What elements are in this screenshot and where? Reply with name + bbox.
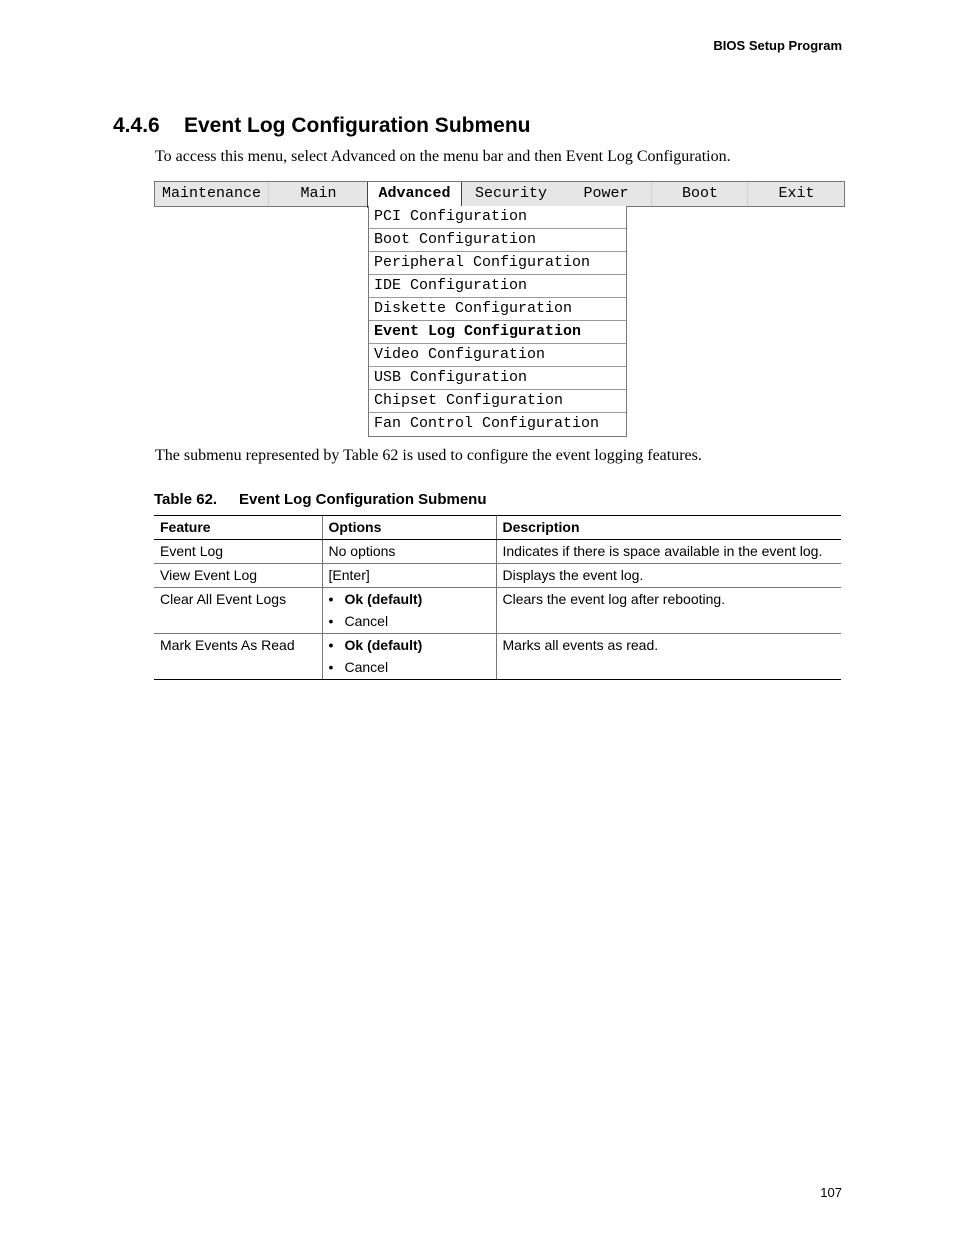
option-label: Cancel xyxy=(344,659,389,675)
event-log-table xyxy=(154,515,841,680)
description-cell: Indicates if there is space available in the event log. xyxy=(496,540,841,564)
options-cell xyxy=(322,588,496,634)
section-title: Event Log Configuration Submenu xyxy=(184,114,531,137)
bullet-icon: • xyxy=(328,659,334,675)
option-item xyxy=(329,637,490,659)
menu-boot[interactable]: Boot xyxy=(651,182,748,206)
intro-paragraph: To access this menu, select Advanced on the menu bar and then Event Log Configuration. xyxy=(155,148,731,165)
feature-cell: View Event Log xyxy=(154,564,322,588)
menu-main[interactable]: Main xyxy=(268,182,368,206)
feature-cell: Mark Events As Read xyxy=(154,634,322,680)
section-heading xyxy=(113,114,530,138)
options-list xyxy=(329,637,490,676)
submenu-item-event-log[interactable]: Event Log Configuration xyxy=(369,321,626,344)
page-number: 107 xyxy=(820,1185,842,1200)
bullet-icon: • xyxy=(328,613,334,629)
submenu-item-ide[interactable]: IDE Configuration xyxy=(369,275,626,298)
menu-power[interactable]: Power xyxy=(583,185,629,202)
header-options: Options xyxy=(322,516,496,540)
table-header-row xyxy=(154,516,841,540)
description-cell: Displays the event log. xyxy=(496,564,841,588)
menu-security[interactable]: Security xyxy=(474,185,547,202)
menu-exit[interactable]: Exit xyxy=(747,182,845,206)
options-list xyxy=(329,591,490,630)
menu-maintenance[interactable]: Maintenance xyxy=(161,185,262,202)
bullet-icon: • xyxy=(328,637,334,653)
bios-menu-bar xyxy=(154,181,845,207)
submenu-item-peripheral[interactable]: Peripheral Configuration xyxy=(369,252,626,275)
advanced-submenu xyxy=(368,206,627,437)
table-caption-label: Table 62. xyxy=(154,491,218,508)
running-header: BIOS Setup Program xyxy=(713,38,842,53)
option-label: Ok (default) xyxy=(344,637,423,653)
table-caption xyxy=(154,491,487,508)
bullet-icon: • xyxy=(328,591,334,607)
options-cell xyxy=(322,634,496,680)
table-row xyxy=(154,540,841,564)
menu-advanced[interactable]: Advanced xyxy=(367,182,462,208)
option-item xyxy=(329,591,490,613)
option-item xyxy=(329,613,490,630)
feature-cell: Event Log xyxy=(154,540,322,564)
table-row xyxy=(154,634,841,680)
option-label: Cancel xyxy=(344,613,389,629)
table-caption-title: Event Log Configuration Submenu xyxy=(239,491,487,508)
submenu-item-fan-control[interactable]: Fan Control Configuration xyxy=(374,415,600,432)
submenu-item-pci[interactable]: PCI Configuration xyxy=(369,206,626,229)
feature-cell: Clear All Event Logs xyxy=(154,588,322,634)
options-cell: [Enter] xyxy=(322,564,496,588)
description-cell: Clears the event log after rebooting. xyxy=(496,588,841,634)
submenu-item-boot[interactable]: Boot Configuration xyxy=(369,229,626,252)
option-item xyxy=(329,659,490,676)
submenu-item-chipset[interactable]: Chipset Configuration xyxy=(369,390,626,413)
description-cell: Marks all events as read. xyxy=(496,634,841,680)
table-row xyxy=(154,564,841,588)
option-label: Ok (default) xyxy=(344,591,423,607)
table-row xyxy=(154,588,841,634)
section-number: 4.4.6 xyxy=(113,114,160,137)
submenu-item-video[interactable]: Video Configuration xyxy=(369,344,626,367)
header-description: Description xyxy=(496,516,841,540)
submenu-item-usb[interactable]: USB Configuration xyxy=(369,367,626,390)
submenu-item-diskette[interactable]: Diskette Configuration xyxy=(369,298,626,321)
options-cell: No options xyxy=(322,540,496,564)
body-paragraph: The submenu represented by Table 62 is used to configure the event logging features. xyxy=(155,447,702,464)
header-feature: Feature xyxy=(154,516,322,540)
